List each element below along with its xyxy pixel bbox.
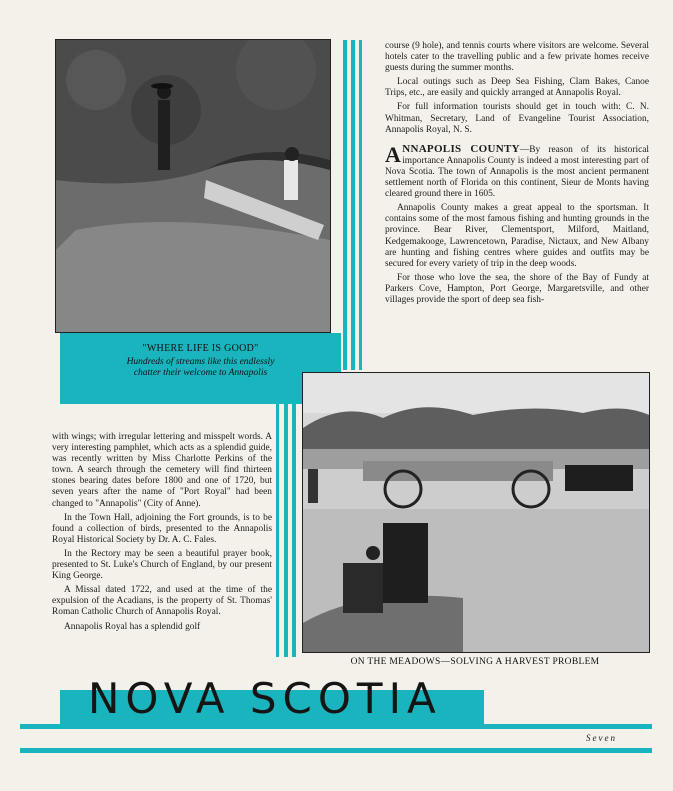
horizontal-stripe — [20, 724, 652, 729]
section-heading — [385, 141, 520, 167]
vertical-stripe — [343, 40, 347, 370]
drop-cap: A — [385, 141, 402, 167]
paragraph: In the Rectory may be seen a beautiful prayer book, presented to St. Luke's Church of England, by our present King George. — [52, 548, 272, 582]
vertical-stripe — [284, 404, 288, 657]
vertical-stripe — [351, 40, 355, 370]
paragraph: Annapolis Royal has a splendid golf — [64, 621, 201, 632]
vertical-stripe — [292, 404, 296, 657]
paragraph: For full information tourists should get in touch with: C. N. Whitman, Secretary, Land of Evangeline Tourist Association, Annapolis Royal, N. S. — [385, 102, 649, 135]
photo-stream-canoe — [55, 39, 331, 333]
left-column — [52, 432, 272, 633]
section-intro: —By reason of its historical importance Annapolis County is indeed a most interesting part of Nova Scotia. The town of Annapolis is the most ancient permanent settlement north of Florida on this continent, Sieur de Monts having cleared ground there in 1605. — [385, 144, 649, 200]
photo-left-caption-title: "WHERE LIFE IS GOOD" — [142, 343, 259, 354]
meadows-illustration — [303, 373, 649, 652]
right-column — [385, 41, 649, 306]
vertical-stripe — [359, 40, 362, 370]
paragraph: with wings; with irregular lettering and misspelt words. A very interesting pamphlet, which acts as a splendid guide, was recently written by Miss Charlotte Perkins of the town. A search through the cemetery will find thirteen stones bearing dates before 1800 and one of 1720, but seven years after the name of "Port Royal" had been changed to "Annapolis" (City of Anne). — [52, 432, 272, 509]
section-heading-text: NNAPOLIS COUNTY — [402, 142, 520, 155]
paragraph: Annapolis County makes a great appeal to the sportsman. It contains some of the most famous fishing and hunting grounds in the province. Bear River, Clementsport, Milford, Maitland, Kedgemakooge, Lawrencetown, Paradise, Nictaux, and New Albany are hunting and fishing centres where guides and outfits may be secured for every variety of trip in the deep woods. — [385, 203, 649, 269]
page-title: NOVA SCOTIA — [88, 674, 442, 723]
photo-left-caption-line: chatter their welcome to Annapolis — [133, 368, 268, 378]
paragraph: For those who love the sea, the shore of the Bay of Fundy at Parkers Cove, Hampton, Port George, Margaretsville, and other villages provide the sport of deep sea fish- — [385, 272, 649, 305]
paragraph: A Missal dated 1722, and used at the time of the expulsion of the Acadians, is the property of St. Thomas' Roman Catholic Church of Annapolis Royal. — [52, 585, 272, 618]
page-number: Seven — [586, 733, 617, 743]
paragraph: In the Town Hall, adjoining the Fort grounds, is to be found a collection of birds, presented to the Annapolis Royal Historical Society by Dr. A. C. Fales. — [52, 512, 272, 545]
horizontal-stripe — [20, 748, 652, 753]
paragraph: Local outings such as Deep Sea Fishing, Clam Bakes, Canoe Trips, etc., are easily and quickly arranged at Annapolis Royal. — [385, 77, 649, 99]
photo-left-caption-line: Hundreds of streams like this endlessly — [126, 357, 275, 367]
stream-canoe-illustration — [56, 40, 330, 332]
photo-right-caption: ON THE MEADOWS—SOLVING A HARVEST PROBLEM — [350, 657, 600, 667]
section-annapolis-county — [385, 141, 649, 200]
photo-meadows-harvest — [302, 372, 650, 653]
vertical-stripe — [276, 404, 279, 657]
paragraph: course (9 hole), and tennis courts where visitors are welcome. Several hotels cater to the travelling public and a few private homes receive guests during the summer months. — [385, 41, 649, 74]
